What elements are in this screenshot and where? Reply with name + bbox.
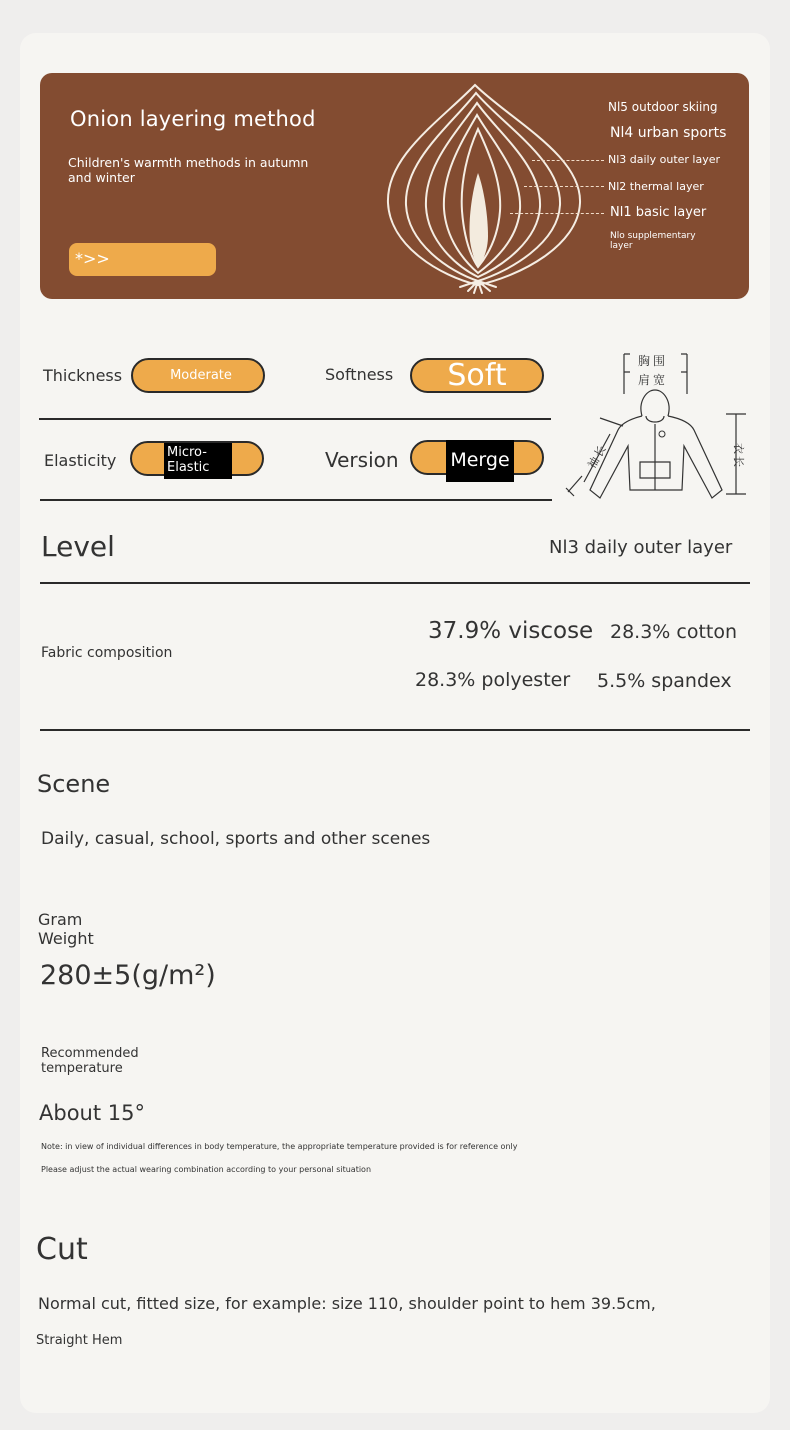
elasticity-value: Micro-Elastic	[164, 443, 232, 479]
thickness-value: Moderate	[170, 368, 232, 383]
level-value: Nl3 daily outer layer	[549, 537, 733, 558]
fabric-cotton: 28.3% cotton	[610, 621, 738, 643]
level-label: Level	[41, 530, 115, 563]
elasticity-label: Elasticity	[44, 451, 117, 470]
gram-label-2: Weight	[38, 929, 94, 948]
layer-nlo: Nlo supplementary layer	[610, 231, 696, 251]
fabric-divider	[40, 729, 750, 731]
level-divider	[40, 582, 750, 584]
thickness-pill	[131, 358, 265, 393]
elasticity-pill	[130, 441, 264, 476]
scene-label: Scene	[37, 770, 111, 798]
attr-divider-1	[39, 418, 551, 420]
temp-note-2: Please adjust the actual wearing combination according to your personal situation	[41, 1165, 372, 1174]
layer-nl1: Nl1 basic layer	[610, 205, 707, 220]
version-value: Merge	[446, 440, 514, 482]
fabric-spandex: 5.5% spandex	[597, 670, 732, 692]
gram-label-1: Gram	[38, 910, 83, 929]
attr-divider-2	[40, 499, 552, 501]
shoulder-label: 肩宽	[638, 373, 669, 387]
banner-title: Onion layering method	[70, 107, 316, 131]
fabric-polyester: 28.3% polyester	[415, 669, 571, 691]
version-pill	[410, 440, 544, 475]
fabric-label: Fabric composition	[41, 645, 173, 661]
temp-label-2: temperature	[41, 1061, 123, 1076]
layer-nl2-leader	[524, 186, 604, 187]
sleeve-label: 袖长	[585, 441, 610, 471]
thickness-label: Thickness	[43, 366, 123, 385]
temp-label-1: Recommended	[41, 1046, 139, 1061]
fabric-viscose: 37.9% viscose	[428, 618, 594, 644]
layer-nl5: Nl5 outdoor skiing	[608, 100, 718, 114]
softness-value: Soft	[447, 358, 507, 393]
cut-value: Normal cut, fitted size, for example: size 110, shoulder point to hem 39.5cm,	[38, 1294, 656, 1313]
layer-nl4: Nl4 urban sports	[610, 125, 727, 141]
banner-subtitle: Children's warmth methods in autumn and winter	[68, 155, 309, 185]
hoodie-size-diagram	[562, 350, 752, 510]
softness-pill	[410, 358, 544, 393]
scene-value: Daily, casual, school, sports and other scenes	[41, 829, 431, 849]
layer-nl3: Nl3 daily outer layer	[608, 153, 721, 166]
cut-label: Cut	[36, 1232, 88, 1267]
chest-label: 胸围	[638, 354, 669, 368]
layer-nl1-leader	[510, 213, 604, 214]
cut-hem: Straight Hem	[36, 1333, 123, 1348]
banner-more-button[interactable]: *>>	[69, 243, 216, 276]
layer-nl3-leader	[532, 160, 604, 161]
length-label: 衣长	[732, 443, 745, 469]
gram-value: 280±5(g/m²)	[40, 960, 216, 991]
version-label: Version	[325, 448, 399, 472]
softness-label: Softness	[325, 365, 394, 384]
onion-banner	[40, 73, 749, 299]
temp-note-1: Note: in view of individual differences in body temperature, the appropriate temperature provided is for reference only	[41, 1142, 518, 1151]
onion-illustration-icon	[380, 81, 630, 295]
layer-nl2: Nl2 thermal layer	[608, 180, 704, 193]
temp-value: About 15°	[39, 1101, 145, 1125]
